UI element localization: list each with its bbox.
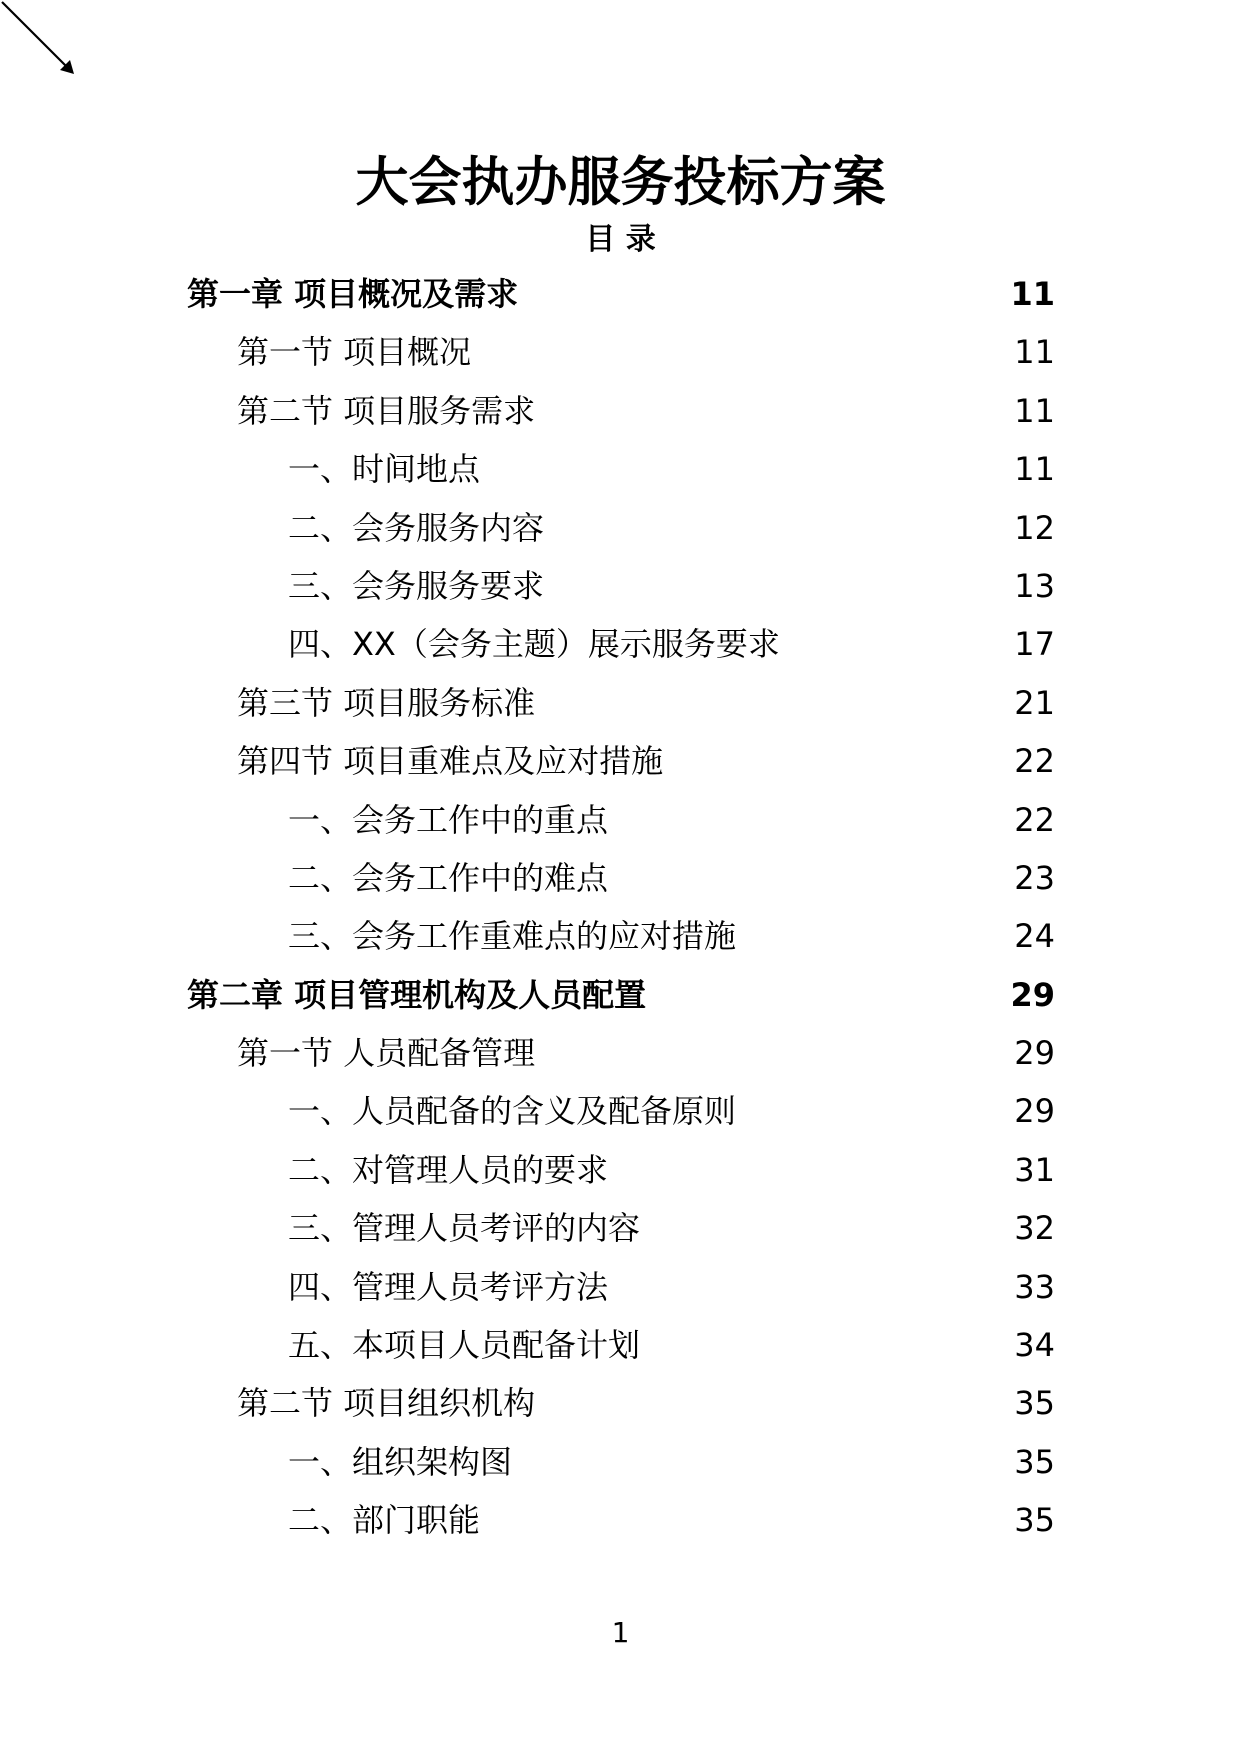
toc-section-entry[interactable] [0,732,1241,790]
toc-entry-label: 第一节 项目概况 [237,333,472,372]
toc-subsection-entry[interactable] [0,907,1241,965]
toc-subsection-entry[interactable] [0,1316,1241,1374]
toc-entry-page: 35 [1014,1384,1055,1423]
toc-entry-label: 第一章 项目概况及需求 [187,275,519,313]
toc-entry-label: 一、会务工作中的重点 [288,800,609,839]
toc-entry-label: 第四节 项目重难点及应对措施 [237,742,664,781]
toc-chapter-entry[interactable] [0,966,1241,1024]
toc-entry-page: 22 [1014,800,1055,839]
toc-entry-label: 三、管理人员考评的内容 [288,1209,641,1248]
toc-entry-page: 23 [1014,858,1055,897]
toc-entry-label: 二、会务服务内容 [288,508,545,547]
toc-entry-page: 11 [1014,450,1055,489]
toc-entry-page: 29 [1014,1034,1055,1073]
toc-entry-page: 21 [1014,683,1055,722]
toc-entry-label: 四、管理人员考评方法 [288,1267,609,1306]
toc-subsection-entry[interactable] [0,1258,1241,1316]
toc-subsection-entry[interactable] [0,1491,1241,1549]
toc-section-entry[interactable] [0,674,1241,732]
toc-entry-page: 35 [1014,1501,1055,1540]
toc-subsection-entry[interactable] [0,1199,1241,1257]
toc-heading: 目 录 [585,222,656,257]
toc-entry-label: 三、会务服务要求 [288,566,545,605]
toc-entry-label: 第二节 项目服务需求 [237,391,536,430]
toc-subsection-entry[interactable] [0,499,1241,557]
toc-section-entry[interactable] [0,1024,1241,1082]
toc-entry-label: 五、本项目人员配备计划 [288,1326,641,1365]
toc-entry-label: 第二章 项目管理机构及人员配置 [187,975,647,1014]
toc-entry-page: 29 [1010,975,1055,1014]
toc-entry-page: 31 [1014,1150,1055,1189]
toc-entry-page: 12 [1014,508,1055,547]
toc-entry-page: 22 [1014,742,1055,781]
toc-subsection-entry[interactable] [0,1433,1241,1491]
toc-subsection-entry[interactable] [0,557,1241,615]
toc-entry-page: 11 [1014,391,1055,430]
corner-arrow-icon [0,0,80,80]
toc-entry-label: 三、会务工作重难点的应对措施 [288,917,737,956]
toc-entry-page: 13 [1014,566,1055,605]
toc-entry-label: 一、人员配备的含义及配备原则 [288,1092,737,1131]
toc-entry-label: 第一节 人员配备管理 [237,1034,536,1073]
page-number: 1 [611,1616,630,1649]
toc-entry-label: 第二节 项目组织机构 [237,1384,536,1423]
toc-section-entry[interactable] [0,1374,1241,1432]
toc-entry-page: 24 [1014,917,1055,956]
toc-subsection-entry[interactable] [0,791,1241,849]
toc-entry-page: 35 [1014,1442,1055,1481]
toc-entry-page: 33 [1014,1267,1055,1306]
toc-entry-page: 11 [1014,333,1055,372]
toc-entry-page: 11 [1010,275,1055,313]
toc-chapter-entry[interactable] [0,265,1241,323]
toc-section-entry[interactable] [0,382,1241,440]
toc-subsection-entry[interactable] [0,1082,1241,1140]
toc-subsection-entry[interactable] [0,440,1241,498]
toc-entry-page: 34 [1014,1326,1055,1365]
table-of-contents [0,265,1241,1550]
toc-entry-label: 四、XX（会务主题）展示服务要求 [288,625,780,664]
document-title: 大会执办服务投标方案 [355,152,886,213]
toc-entry-page: 17 [1014,625,1055,664]
toc-entry-label: 二、部门职能 [288,1501,481,1540]
toc-entry-label: 二、会务工作中的难点 [288,858,609,897]
toc-subsection-entry[interactable] [0,615,1241,673]
toc-section-entry[interactable] [0,323,1241,381]
toc-subsection-entry[interactable] [0,849,1241,907]
toc-entry-label: 一、时间地点 [288,450,481,489]
toc-entry-page: 29 [1014,1092,1055,1131]
toc-subsection-entry[interactable] [0,1141,1241,1199]
toc-entry-label: 第三节 项目服务标准 [237,683,536,722]
toc-entry-label: 一、组织架构图 [288,1442,513,1481]
toc-entry-page: 32 [1014,1209,1055,1248]
toc-entry-label: 二、对管理人员的要求 [288,1150,609,1189]
